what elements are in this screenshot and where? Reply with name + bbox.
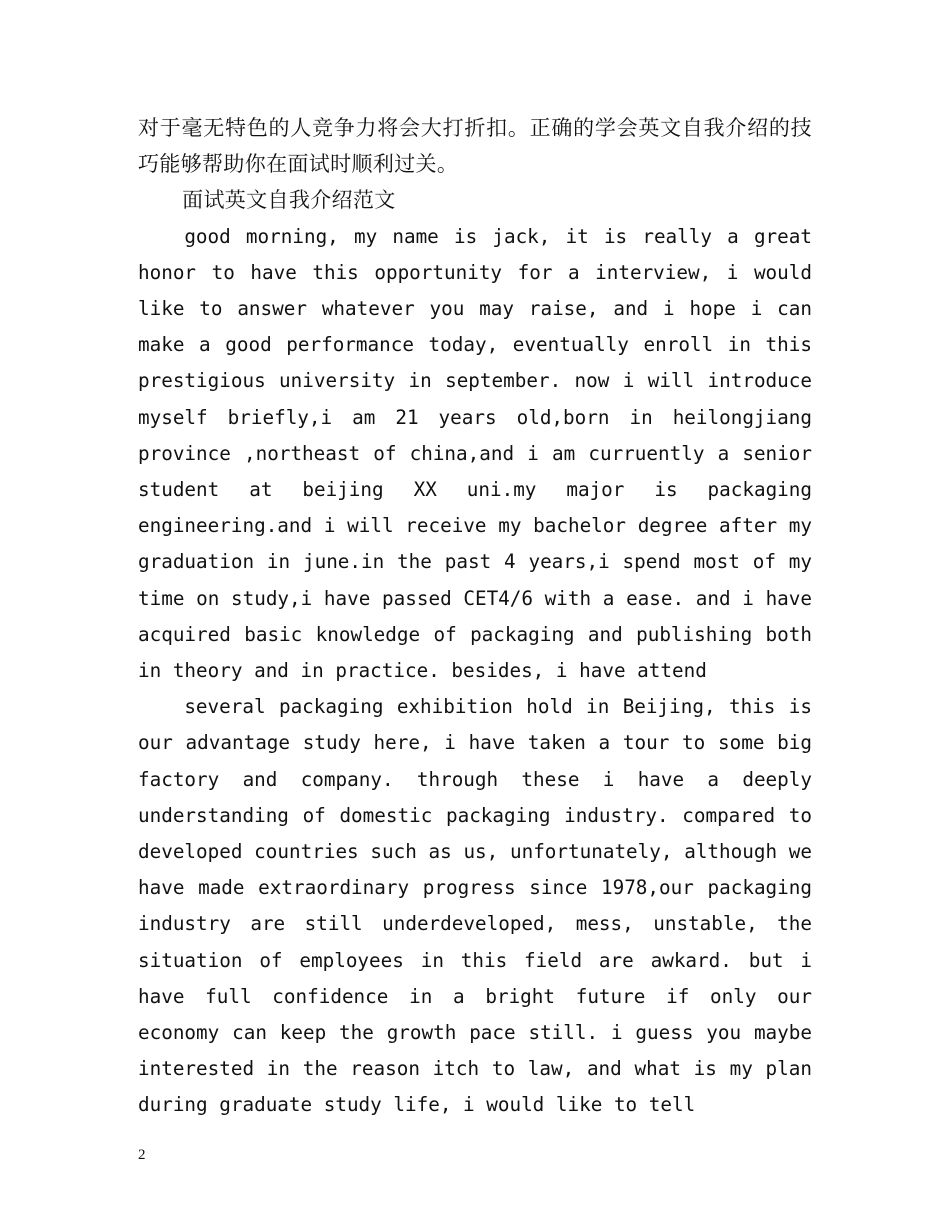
page-number: 2 bbox=[138, 1147, 146, 1163]
document-body bbox=[138, 110, 812, 1124]
section-heading: 面试英文自我介绍范文 bbox=[182, 188, 396, 213]
body-paragraph-1: good morning, my name is jack, it is really a great honor to have this opportunity for a interview, i would like to answer whatever you may raise, and i hope i can make a good performance today, eventually enroll in this prestigious university in september. now i will introduce myself briefly,i am 21 years old,born in heilongjiang province ,northeast of china,and i am curruently a senior student at beijing XX uni.my major is packaging engineering.and i will receive my bachelor degree after my graduation in june.in the past 4 years,i spend most of my time on study,i have passed CET4/6 with a ease. and i have acquired basic knowledge of packaging and publishing both in theory and in practice. besides, i have attend bbox=[138, 224, 812, 683]
intro-paragraph: 对于毫无特色的人竞争力将会大打折扣。正确的学会英文自我介绍的技巧能够帮助你在面试时顺利过关。 bbox=[138, 116, 812, 177]
body-paragraph-2: several packaging exhibition hold in Beijing, this is our advantage study here, i have taken a tour to some big factory and company. through these i have a deeply understanding of domestic packaging industry. compared to developed countries such as us, unfortunately, although we have made extraordinary progress since 1978,our packaging industry are still underdeveloped, mess, unstable, the situation of employees in this field are awkard. but i have full confidence in a bright future if only our economy can keep the growth pace still. i guess you maybe interested in the reason itch to law, and what is my plan during graduate study life, i would like to tell bbox=[138, 695, 812, 1117]
